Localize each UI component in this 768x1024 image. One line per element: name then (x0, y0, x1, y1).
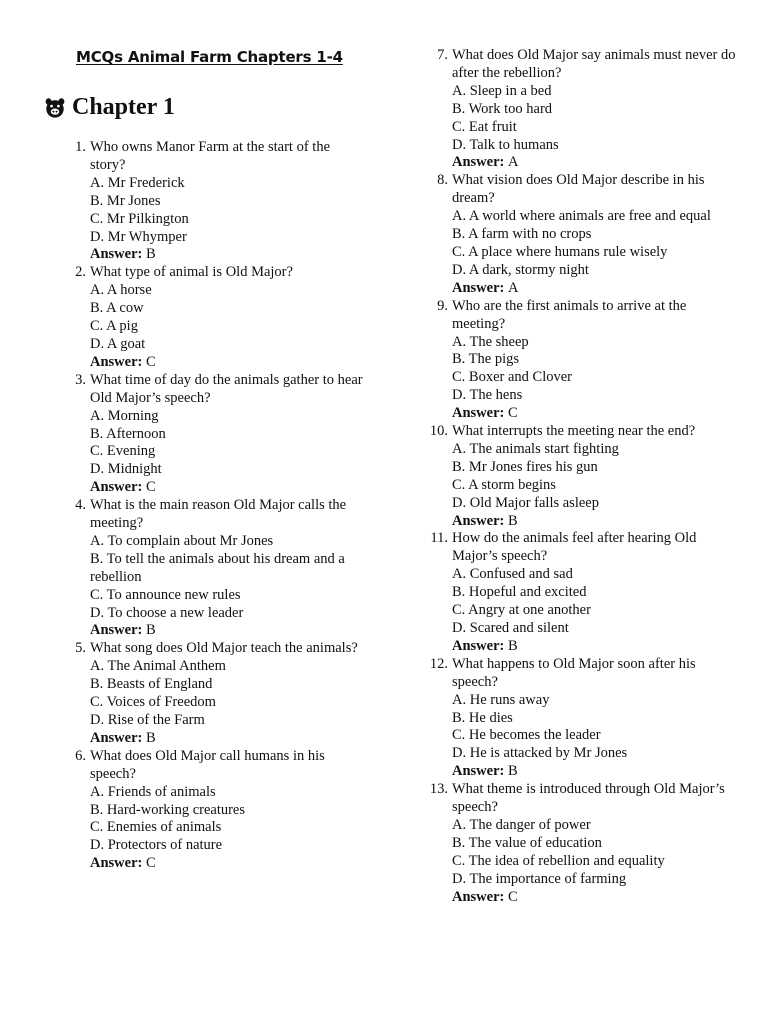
question-number: 6. (75, 747, 86, 764)
answer-label: Answer: (90, 246, 143, 263)
option: B. Beasts of England (90, 676, 213, 693)
answer-label: Answer: (90, 622, 143, 639)
question-text: What song does Old Major teach the animals? (90, 640, 358, 657)
question-number: 10. (429, 423, 448, 440)
option: C. A place where humans rule wisely (452, 243, 668, 260)
option: D. Mr Whymper (90, 228, 187, 245)
answer-label: Answer: (90, 353, 143, 370)
option: D. Rise of the Farm (90, 712, 205, 728)
question-number: 13. (429, 781, 448, 798)
question-item (428, 423, 740, 530)
question-number: 3. (75, 371, 86, 388)
option: A. A horse (90, 282, 152, 299)
answer-value: A (507, 154, 519, 171)
question-text: What happens to Old Major soon after his speech? (452, 655, 696, 690)
question-number: 8. (437, 172, 448, 189)
answer-value: C (145, 353, 156, 370)
option: D. To choose a new leader (90, 604, 244, 621)
answer-label: Answer: (90, 479, 143, 496)
option: B. The pigs (452, 351, 519, 368)
option: D. The hens (452, 387, 523, 404)
question-text: What does Old Major say animals must never do after the rebellion? (452, 47, 736, 81)
option: A. Mr Frederick (90, 174, 185, 191)
question-item (66, 139, 366, 264)
option: A. The animals start fighting (452, 440, 619, 457)
option: A. Morning (90, 407, 159, 424)
option: D. A goat (90, 335, 146, 352)
answer-line (90, 855, 366, 873)
question-list-left (66, 139, 366, 873)
option: B. Mr Jones fires his gun (452, 458, 598, 475)
answer-line (90, 622, 366, 640)
option: C. A storm begins (452, 476, 556, 493)
question-item (428, 47, 740, 172)
option: C. A pig (90, 318, 138, 335)
answer-label: Answer: (452, 279, 505, 296)
answer-line (452, 405, 740, 423)
option: B. Mr Jones (90, 192, 161, 209)
question-item (428, 298, 740, 423)
option: D. Midnight (90, 461, 162, 478)
question-item (428, 781, 740, 906)
answer-label: Answer: (452, 888, 505, 905)
answer-value: C (145, 855, 156, 872)
question-list-right (428, 47, 740, 907)
question-number: 12. (429, 655, 448, 672)
option: D. Old Major falls asleep (452, 494, 599, 511)
question-text: What does Old Major call humans in his speech? (90, 747, 325, 782)
answer-line (90, 479, 366, 497)
answer-label: Answer: (452, 154, 505, 171)
answer-value: A (507, 279, 519, 296)
question-item (66, 372, 366, 497)
question-item (66, 264, 366, 371)
question-number: 4. (75, 497, 86, 514)
option: D. Talk to humans (452, 136, 559, 153)
answer-line (452, 513, 740, 531)
question-text: What vision does Old Major describe in his dream? (452, 172, 705, 207)
option: D. Protectors of nature (90, 837, 223, 854)
option: A. The danger of power (452, 816, 591, 833)
pig-face-icon (44, 97, 66, 119)
answer-line (90, 730, 366, 748)
answer-value: B (507, 763, 518, 780)
answer-line (452, 763, 740, 781)
question-item (66, 640, 366, 747)
question-item (428, 530, 740, 655)
option: B. To tell the animals about his dream and a rebellion (90, 550, 345, 585)
answer-line (452, 154, 740, 172)
question-number: 11. (430, 530, 448, 547)
option: C. Voices of Freedom (90, 694, 216, 711)
option: A. He runs away (452, 691, 550, 708)
option: A. A world where animals are free and equal (452, 208, 711, 225)
answer-value: C (507, 405, 518, 422)
option: B. He dies (452, 709, 513, 726)
option: A. Confused and sad (452, 566, 573, 583)
option: D. A dark, stormy night (452, 261, 589, 278)
answer-line (452, 280, 740, 298)
question-item (428, 656, 740, 781)
option: C. Angry at one another (452, 602, 591, 619)
question-text: What is the main reason Old Major calls the meeting? (90, 497, 347, 532)
option: B. Hard-working creatures (90, 801, 246, 818)
question-number: 1. (75, 139, 86, 155)
question-number: 5. (75, 640, 86, 657)
document-title: MCQs Animal Farm Chapters 1-4 (76, 48, 343, 66)
question-text: What interrupts the meeting near the end? (452, 423, 696, 440)
option: D. Scared and silent (452, 620, 569, 636)
option: A. The sheep (452, 333, 529, 350)
chapter-heading (44, 94, 175, 121)
question-text: Who are the first animals to arrive at the meeting? (452, 297, 687, 332)
answer-label: Answer: (90, 729, 143, 746)
question-item (66, 748, 366, 873)
option: B. Work too hard (452, 100, 553, 117)
option: B. A farm with no crops (452, 226, 592, 243)
option: C. Boxer and Clover (452, 369, 573, 386)
question-text: What type of animal is Old Major? (90, 264, 293, 281)
option: A. To complain about Mr Jones (90, 532, 274, 549)
answer-label: Answer: (452, 405, 505, 422)
option: C. Eat fruit (452, 118, 517, 135)
chapter-heading-text: Chapter 1 (72, 94, 175, 120)
answer-line (452, 889, 740, 907)
option: C. Evening (90, 443, 156, 460)
option: B. The value of education (452, 834, 602, 851)
option: A. Sleep in a bed (452, 82, 552, 99)
answer-value: B (507, 637, 518, 654)
option: C. To announce new rules (90, 586, 241, 603)
option: C. The idea of rebellion and equality (452, 852, 665, 869)
answer-value: B (145, 729, 156, 746)
option: B. A cow (90, 300, 144, 317)
question-number: 9. (437, 297, 448, 314)
option: B. Hopeful and excited (452, 584, 587, 601)
option: D. He is attacked by Mr Jones (452, 745, 628, 762)
question-text: What time of day do the animals gather to hear Old Major’s speech? (90, 371, 363, 406)
answer-value: B (145, 622, 156, 639)
option: A. The Animal Anthem (90, 658, 226, 675)
option: C. Enemies of animals (90, 819, 222, 836)
answer-value: C (145, 479, 156, 496)
option: A. Friends of animals (90, 783, 216, 800)
answer-label: Answer: (452, 637, 505, 654)
answer-line (452, 638, 740, 656)
question-item (428, 172, 740, 297)
question-text: Who owns Manor Farm at the start of the story? (90, 139, 331, 173)
answer-label: Answer: (452, 763, 505, 780)
question-text: What theme is introduced through Old Major’s speech? (452, 781, 725, 816)
answer-label: Answer: (452, 512, 505, 529)
question-number: 2. (75, 264, 86, 281)
answer-label: Answer: (90, 855, 143, 872)
answer-line (90, 354, 366, 372)
option: B. Afternoon (90, 425, 166, 442)
option: C. He becomes the leader (452, 727, 601, 744)
answer-value: B (507, 512, 518, 529)
question-item (66, 497, 366, 640)
question-number: 7. (437, 47, 448, 63)
question-text: How do the animals feel after hearing Old Major’s speech? (452, 530, 697, 565)
answer-value: B (145, 246, 156, 263)
answer-line (90, 246, 366, 264)
option: D. The importance of farming (452, 870, 627, 887)
option: C. Mr Pilkington (90, 210, 189, 227)
answer-value: C (507, 888, 518, 905)
